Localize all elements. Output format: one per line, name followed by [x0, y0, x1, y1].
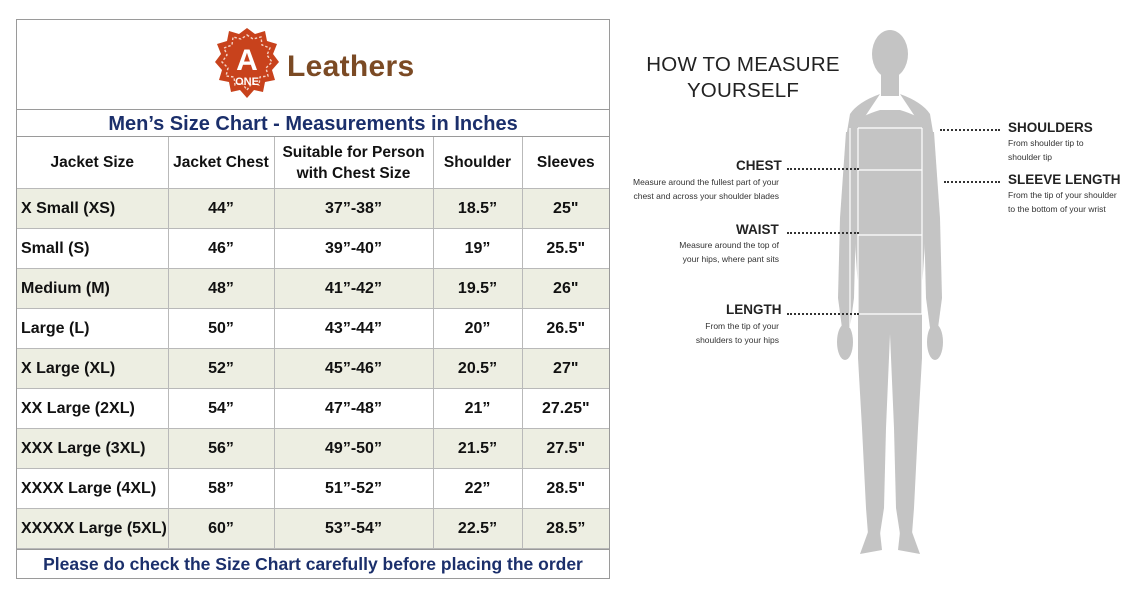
table-body [17, 189, 609, 549]
cell-suitable-chest: 51”-52” [274, 469, 433, 509]
cell-suitable-chest: 49”-50” [274, 429, 433, 469]
header-sleeves: Sleeves [522, 137, 609, 189]
cell-sleeves: 27" [522, 349, 609, 389]
header-jacket-chest: Jacket Chest [168, 137, 274, 189]
brand-header [17, 20, 609, 109]
cell-suitable-chest: 53”-54” [274, 509, 433, 549]
cell-suitable-chest: 39”-40” [274, 229, 433, 269]
cell-size: XXXX Large (4XL) [17, 469, 168, 509]
cell-suitable-chest: 37”-38” [274, 189, 433, 229]
cell-jacket-chest: 44” [168, 189, 274, 229]
cell-jacket-chest: 60” [168, 509, 274, 549]
waist-description [640, 238, 779, 266]
header-suitable-chest: Suitable for Person with Chest Size [274, 137, 433, 189]
header-jacket-size: Jacket Size [17, 137, 168, 189]
sleeve-desc-line1: From the tip of your shoulder [1008, 190, 1117, 200]
sleeve-leader-line [944, 181, 1000, 183]
size-chart-panel [16, 19, 610, 579]
cell-jacket-chest: 48” [168, 269, 274, 309]
chest-desc-line2: chest and across your shoulder blades [633, 191, 779, 201]
logo-word: ONE [235, 76, 259, 88]
cell-size: Small (S) [17, 229, 168, 269]
body-silhouette-icon [830, 28, 950, 560]
cell-size: XXX Large (3XL) [17, 429, 168, 469]
cell-shoulder: 22” [433, 469, 522, 509]
table-row [17, 269, 609, 309]
cell-shoulder: 20.5” [433, 349, 522, 389]
cell-jacket-chest: 56” [168, 429, 274, 469]
table-row [17, 429, 609, 469]
cell-suitable-chest: 41”-42” [274, 269, 433, 309]
cell-size: XXXXX Large (5XL) [17, 509, 168, 549]
shoulders-label: SHOULDERS [1008, 120, 1093, 135]
cell-sleeves: 26" [522, 269, 609, 309]
cell-shoulder: 20” [433, 309, 522, 349]
cell-suitable-chest: 43”-44” [274, 309, 433, 349]
cell-jacket-chest: 46” [168, 229, 274, 269]
brand-name: Leathers [287, 50, 415, 83]
cell-jacket-chest: 58” [168, 469, 274, 509]
cell-size: X Small (XS) [17, 189, 168, 229]
cell-jacket-chest: 52” [168, 349, 274, 389]
length-desc-line1: From the tip of your [705, 321, 779, 331]
measure-title [640, 52, 846, 104]
waist-desc-line1: Measure around the top of [679, 240, 779, 250]
length-description [640, 319, 779, 347]
table-row [17, 469, 609, 509]
cell-sleeves: 25" [522, 189, 609, 229]
logo-letter: A [236, 44, 258, 77]
chart-title: Men’s Size Chart - Measurements in Inches [17, 109, 609, 137]
cell-suitable-chest: 45”-46” [274, 349, 433, 389]
waist-desc-line2: your hips, where pant sits [682, 254, 779, 264]
cell-shoulder: 22.5” [433, 509, 522, 549]
cell-shoulder: 21.5” [433, 429, 522, 469]
table-row [17, 189, 609, 229]
footer-note: Please do check the Size Chart carefully before placing the order [17, 549, 609, 578]
chest-leader-line [787, 168, 859, 170]
cell-jacket-chest: 54” [168, 389, 274, 429]
header-shoulder: Shoulder [433, 137, 522, 189]
sleeve-length-description [1008, 188, 1136, 216]
chest-description [592, 175, 779, 203]
cell-sleeves: 27.5" [522, 429, 609, 469]
cell-sleeves: 28.5" [522, 469, 609, 509]
cell-sleeves: 27.25" [522, 389, 609, 429]
cell-shoulder: 19” [433, 229, 522, 269]
cell-jacket-chest: 50” [168, 309, 274, 349]
chest-label: CHEST [736, 158, 782, 173]
cell-size: XX Large (2XL) [17, 389, 168, 429]
table-row [17, 509, 609, 549]
cell-sleeves: 25.5" [522, 229, 609, 269]
shoulders-leader-line [940, 129, 1000, 131]
measure-title-line2: YOURSELF [686, 79, 800, 102]
cell-sleeves: 28.5” [522, 509, 609, 549]
cell-size: X Large (XL) [17, 349, 168, 389]
length-leader-line [787, 313, 859, 315]
chest-desc-line1: Measure around the fullest part of your [633, 177, 779, 187]
length-label: LENGTH [726, 302, 782, 317]
cell-shoulder: 21” [433, 389, 522, 429]
shoulders-description [1008, 136, 1133, 164]
table-row [17, 349, 609, 389]
sleeve-desc-line2: to the bottom of your wrist [1008, 204, 1106, 214]
cell-shoulder: 19.5” [433, 269, 522, 309]
shoulders-desc-line1: From shoulder tip to [1008, 138, 1084, 148]
table-row [17, 389, 609, 429]
cell-suitable-chest: 47”-48” [274, 389, 433, 429]
cell-size: Medium (M) [17, 269, 168, 309]
table-header-row [17, 137, 609, 189]
size-table [17, 137, 609, 549]
leather-hide-logo-icon [213, 26, 281, 102]
sleeve-length-label: SLEEVE LENGTH [1008, 172, 1121, 187]
waist-leader-line [787, 232, 859, 234]
waist-label: WAIST [736, 222, 779, 237]
shoulders-desc-line2: shoulder tip [1008, 152, 1052, 162]
table-row [17, 229, 609, 269]
table-row [17, 309, 609, 349]
cell-sleeves: 26.5" [522, 309, 609, 349]
length-desc-line2: shoulders to your hips [695, 335, 779, 345]
cell-shoulder: 18.5” [433, 189, 522, 229]
measure-title-line1: HOW TO MEASURE [646, 53, 840, 76]
cell-size: Large (L) [17, 309, 168, 349]
